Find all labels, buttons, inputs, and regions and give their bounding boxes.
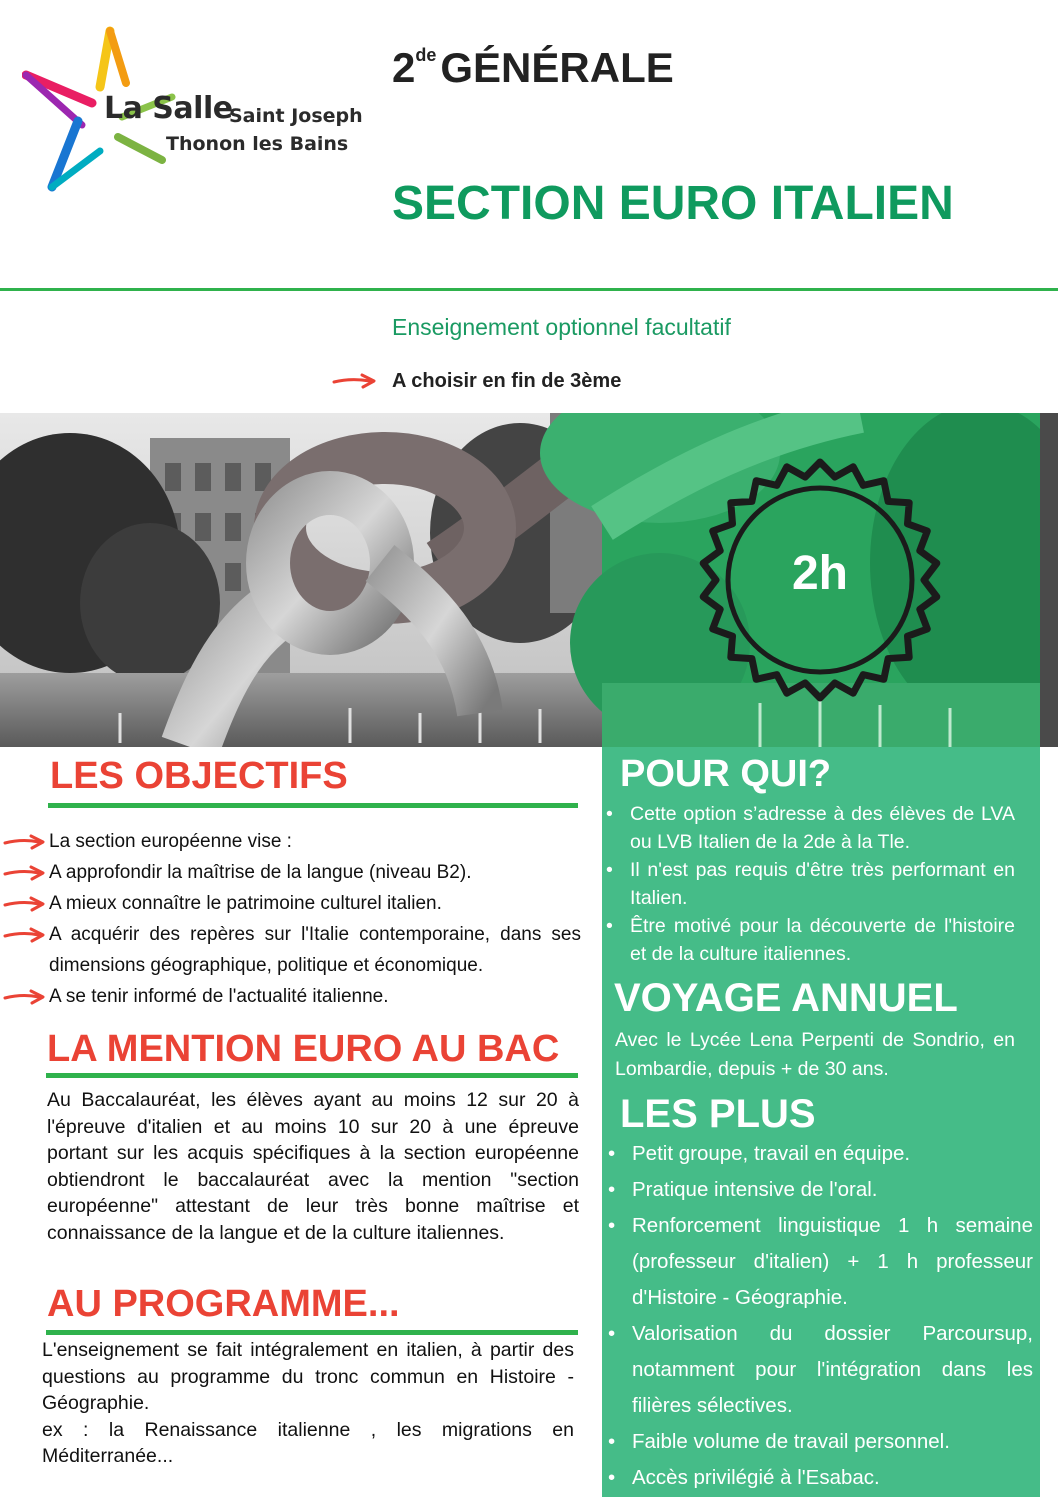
list-item: • Pratique intensive de l'oral. [632,1172,1033,1208]
plus-list [632,1136,1033,1496]
objectifs-list [49,826,581,1012]
arrow-icon [3,865,47,881]
page-title: SECTION EURO ITALIEN [392,177,954,230]
voyage-text: Avec le Lycée Lena Perpenti de Sondrio, en Lombardie, depuis + de 30 ans. [615,1029,1015,1080]
list-item: • Renforcement linguistique 1 h semaine (professeur d'italien) + 1 h professeur d'Histoire - Géographie. [632,1208,1033,1316]
grade-word: GÉNÉRALE [440,44,674,91]
section-underline [46,1073,578,1078]
list-item: • Petit groupe, travail en équipe. [632,1136,1033,1172]
arrow-icon [3,834,47,850]
mention-text: Au Baccalauréat, les élèves ayant au moins 12 sur 20 à l'épreuve d'italien et au moins 10 sur 20 à une épreuve portant sur les acquis spécifiques à la section européenne obtiendront le baccalauréat avec la mention "section européenne" attestant de leur très bonne maîtrise et connaissance de la langue et de la culture italiennes. [47,1089,579,1244]
list-item: • Valorisation du dossier Parcoursup, notamment pour l'intégration dans les filières sélectives. [632,1316,1033,1424]
page-subtitle: Enseignement optionnel facultatif [392,314,731,340]
grade-number: 2 [392,44,416,91]
school-logo [22,25,372,200]
list-item: • Cette option s’adresse à des élèves de LVA ou LVB Italien de la 2de à la Tle. [630,800,1015,856]
list-item [49,919,581,981]
logo-line-1: La Salle [104,91,233,126]
list-item: • Être motivé pour la découverte de l'histoire et de la culture italiennes. [630,912,1015,968]
pour-qui-heading: POUR QUI? [620,753,832,795]
section-underline [48,803,578,808]
list-item [49,826,581,857]
list-item: • Accès privilégié à l'Esabac. [632,1460,1033,1496]
programme-text [42,1337,574,1470]
grade-superscript: de [415,45,437,65]
logo-line-2: Saint Joseph [229,105,363,127]
grade-heading [392,44,674,92]
arrow-icon [3,896,47,912]
programme-heading: AU PROGRAMME... [47,1283,400,1325]
objectifs-heading: LES OBJECTIFS [50,755,348,797]
objectif-text: A acquérir des repères sur l'Italie contemporaine, dans ses dimensions géographique, politique et économique. [49,924,581,976]
list-item: • Il n'est pas requis d'être très performant en Italien. [630,856,1015,912]
list-item [49,888,581,919]
objectif-text: A approfondir la maîtrise de la langue (niveau B2). [49,862,472,883]
arrow-icon [332,373,378,389]
list-item: • Faible volume de travail personnel. [632,1424,1033,1460]
header-divider [0,288,1058,291]
arrow-icon [3,927,47,943]
logo-line-3: Thonon les Bains [166,133,349,155]
plus-heading: LES PLUS [620,1092,816,1136]
pour-qui-list [630,800,1015,968]
list-item [49,857,581,888]
objectif-text: A mieux connaître le patrimoine culturel italien. [49,893,442,914]
arrow-icon [3,989,47,1005]
mention-heading: LA MENTION EURO AU BAC [47,1028,560,1070]
objectif-text: La section européenne vise : [49,831,292,852]
hours-badge-label: 2h [791,547,848,600]
programme-example: ex : la Renaissance italienne , les migrations en Méditerranée... [42,1418,574,1467]
programme-paragraph: L'enseignement se fait intégralement en italien, à partir des questions au programme du tronc commun en Histoire - Géographie. [42,1339,574,1414]
choose-note: A choisir en fin de 3ème [392,370,622,392]
list-item [49,981,581,1012]
objectif-text: A se tenir informé de l'actualité italienne. [49,986,389,1007]
voyage-heading: VOYAGE ANNUEL [614,976,958,1020]
section-underline [46,1330,578,1335]
